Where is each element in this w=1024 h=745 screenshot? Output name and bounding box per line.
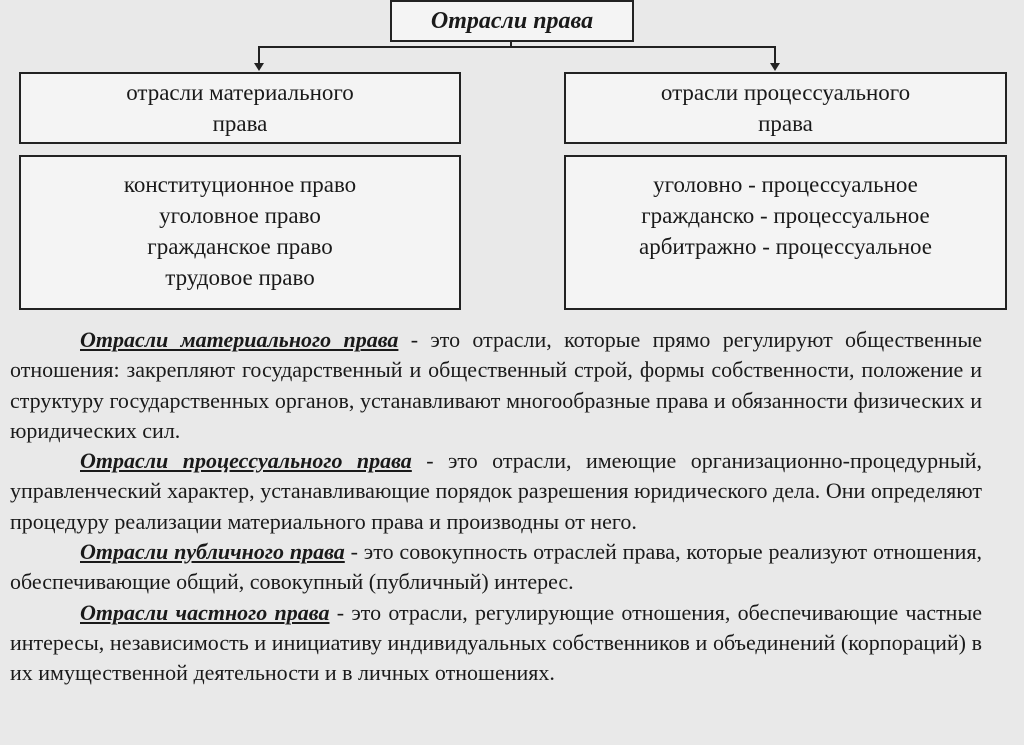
list-item: гражданское право xyxy=(147,234,333,259)
list-item: уголовно - процессуальное xyxy=(653,172,918,197)
procedural-header-line2: права xyxy=(758,111,813,136)
definition-body: - это отрасли, регулирующие отношения, обеспечивающие частные интересы, независимость и инициативу индивидуальных собственников и объединений (корпораций) в их имущественной деятельности и в личных отношениях. xyxy=(10,599,983,686)
definition-term: Отрасли процессуального права xyxy=(80,448,412,474)
definition-body: - это отрасли, имеющие организационно-процедурный, управленческий характер, устанавливающие порядок разрешения юридического дела. Они определяют процедуру реализации материального права и производны от него. xyxy=(10,448,982,534)
connector-left-down xyxy=(258,46,260,64)
definition-paragraph xyxy=(10,325,982,446)
material-law-list xyxy=(19,155,461,310)
material-header-line2: права xyxy=(212,111,268,136)
procedural-header-line1: отрасли процессуального xyxy=(660,80,911,105)
list-item: конституционное право xyxy=(123,172,357,197)
definition-body: - это совокупность отраслей права, которые реализуют отношения, обеспечивающие общий, совокупный (публичный) интерес. xyxy=(10,539,982,595)
list-item: арбитражно - процессуальное xyxy=(638,234,932,259)
root-title: Отрасли права xyxy=(430,7,594,34)
root-node xyxy=(390,0,634,42)
definitions-text xyxy=(10,325,982,689)
list-item: трудовое право xyxy=(165,265,315,290)
procedural-law-header xyxy=(564,72,1007,144)
definition-paragraph xyxy=(10,537,982,598)
definition-term: Отрасли частного права xyxy=(80,599,330,625)
material-law-header xyxy=(19,72,461,144)
arrow-right-icon xyxy=(770,63,780,71)
arrow-left-icon xyxy=(254,63,264,71)
definition-paragraph xyxy=(10,598,982,689)
list-item: гражданско - процессуальное xyxy=(641,203,930,228)
list-item: уголовное право xyxy=(159,203,321,228)
definition-body: - это отрасли, которые прямо регулируют общественные отношения: закрепляют государственный и общественный строй, формы собственности, положение и структуру государственных органов, устанавливают многообразные права и обязанности физических и юридических сил. xyxy=(10,327,982,443)
connector-right-down xyxy=(774,46,776,64)
definition-term: Отрасли материального права xyxy=(80,327,399,352)
material-header-line1: отрасли материального xyxy=(126,80,354,105)
definition-term: Отрасли публичного права xyxy=(80,539,345,565)
connector-horizontal xyxy=(258,46,776,48)
definition-paragraph xyxy=(10,446,982,537)
procedural-law-list xyxy=(564,155,1007,310)
